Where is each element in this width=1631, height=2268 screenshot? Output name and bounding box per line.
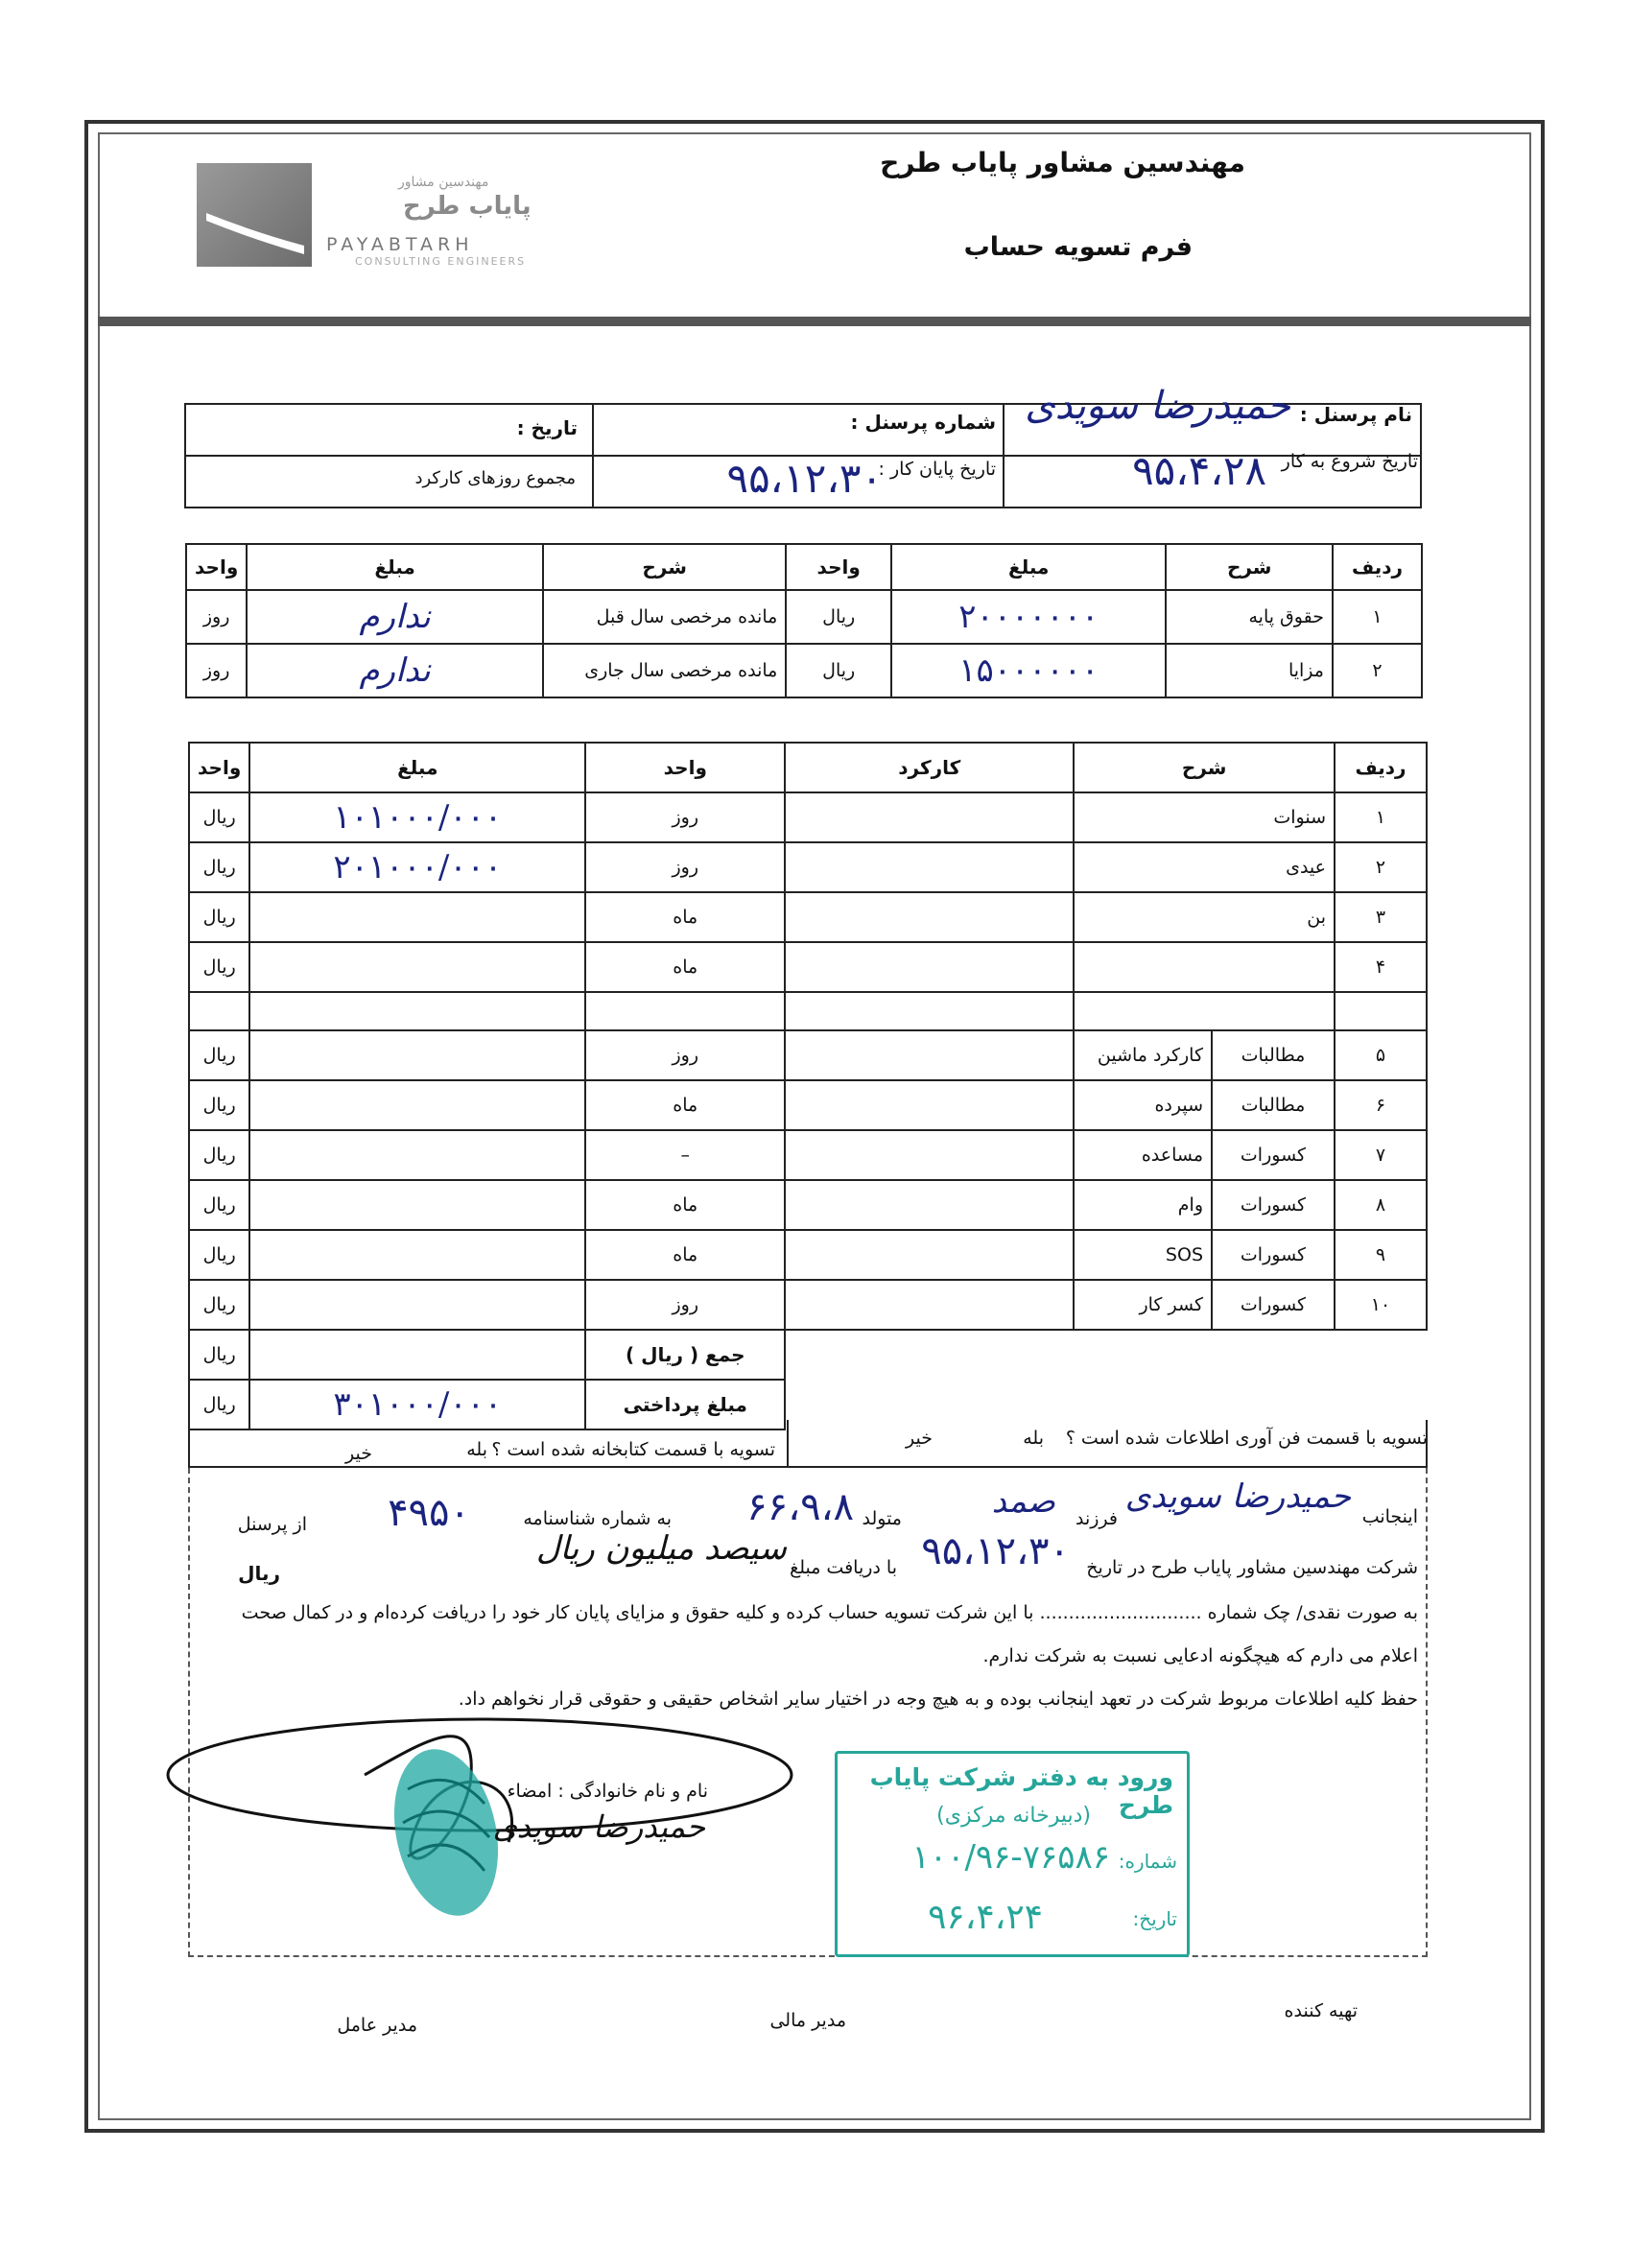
row-desc: عیدی [1074, 842, 1335, 892]
company-title: مهندسین مشاور پایاب طرح [880, 147, 1245, 178]
col-header: واحد [189, 743, 249, 792]
row-unit: روز [585, 792, 785, 842]
row-work [785, 792, 1074, 842]
row-index: ۵ [1335, 1030, 1427, 1080]
logo-fa: پایاب طرح [403, 192, 532, 221]
row-work [785, 1080, 1074, 1130]
row-work [785, 1230, 1074, 1280]
row-index [1335, 992, 1427, 1030]
table-row [189, 1130, 1427, 1180]
row-work [785, 842, 1074, 892]
sign-label: نام و نام خانوادگی : امضاء [507, 1781, 708, 1802]
total-unit: ریال [189, 1330, 249, 1380]
row-desc [1074, 942, 1335, 992]
start-date-value: ۹۵،۴،۲۸ [1132, 447, 1266, 494]
decl-father: صمد [991, 1482, 1055, 1521]
row-amount: ۱۵۰۰۰۰۰۰ [958, 651, 1099, 690]
row-amount: ۲۰۰۰۰۰۰۰ [958, 598, 1099, 636]
decl-id-label: به شماره شناسنامه [523, 1508, 672, 1529]
preparer-label: تهیه کننده [1284, 2000, 1358, 2021]
paid-amount: ۳۰۱۰۰۰/۰۰۰ [333, 1385, 503, 1424]
row-desc: حقوق پایه [1166, 590, 1333, 644]
table-row [189, 892, 1427, 942]
row-unit2 [189, 992, 249, 1030]
row-index: ۷ [1335, 1130, 1427, 1180]
decl-id: ۴۹۵۰ [388, 1491, 470, 1535]
salary-table [185, 543, 1423, 698]
header-separator [98, 317, 1531, 326]
row-unit2: ریال [189, 1280, 249, 1330]
col-header: واحد [786, 544, 891, 590]
total-amount [249, 1330, 585, 1380]
row-desc: کسر کار [1074, 1280, 1212, 1330]
col-header: مبلغ [247, 544, 543, 590]
row-unit2: ریال [189, 842, 249, 892]
row-index: ۶ [1335, 1080, 1427, 1130]
row-index: ۳ [1335, 892, 1427, 942]
stamp-date-label: تاریخ: [1132, 1907, 1177, 1930]
row-index: ۲ [1333, 644, 1422, 697]
decl-line2: شرکت مهندسین مشاور پایاب طرح در تاریخ [1086, 1557, 1418, 1578]
decl-line5: حفظ کلیه اطلاعات مربوط شرکت در تعهد اینجانب بوده و به هیچ وجه در اختیار سایر اشخاص حقیقی و حقوقی قرار نخواهم داد. [458, 1689, 1418, 1710]
row-desc: سنوات [1074, 792, 1335, 842]
decl-amount: سیصد میلیون ریال [535, 1529, 787, 1568]
row-unit2: روز [186, 644, 247, 697]
logo-icon [197, 163, 312, 267]
row-unit: ریال [786, 590, 891, 644]
row-unit: روز [585, 842, 785, 892]
row-amount: ۲۰۱۰۰۰/۰۰۰ [333, 848, 503, 886]
info-box-vline-1 [592, 403, 594, 508]
row-unit2: ریال [189, 1030, 249, 1080]
settlement-table [188, 742, 1428, 1430]
it-question: تسویه با قسمت فن آوری اطلاعات شده است ؟ [1065, 1428, 1428, 1449]
personnel-number-label: شماره پرسنل : [850, 411, 996, 434]
table-row [189, 1080, 1427, 1130]
logo-fa-small: مهندسین مشاور [398, 175, 489, 190]
row-desc2: مانده مرخصی سال قبل [543, 590, 786, 644]
stamp-sub: (دبیرخانه مرکزی) [936, 1804, 1091, 1828]
table-row [189, 1180, 1427, 1230]
row-index: ۹ [1335, 1230, 1427, 1280]
row-index: ۱ [1335, 792, 1427, 842]
stamp-number-label: شماره: [1118, 1850, 1177, 1873]
library-question: تسویه با قسمت کتابخانه شده است ؟ [491, 1439, 775, 1460]
decl-of-personnel: از پرسنل [237, 1514, 307, 1535]
col-header: مبلغ [891, 544, 1166, 590]
col-header: ردیف [1333, 544, 1422, 590]
row-unit2: ریال [189, 792, 249, 842]
table-row [189, 942, 1427, 992]
col-header: ردیف [1335, 743, 1427, 792]
row-unit: ماه [585, 1080, 785, 1130]
paid-unit: ریال [189, 1380, 249, 1429]
row-desc [1074, 992, 1335, 1030]
row-unit2: روز [186, 590, 247, 644]
row-amount2: ندارم [359, 598, 431, 636]
table-row [189, 992, 1427, 1030]
row-index: ۲ [1335, 842, 1427, 892]
row-category: کسورات [1212, 1130, 1335, 1180]
row-desc: سپرده [1074, 1080, 1212, 1130]
row-category: کسورات [1212, 1180, 1335, 1230]
row-unit2: ریال [189, 1180, 249, 1230]
decl-name: حمیدرضا سویدی [1124, 1477, 1351, 1516]
total-days-label: مجموع روزهای کارکرد [414, 468, 576, 488]
paid-label: مبلغ پرداختی [585, 1380, 785, 1429]
col-header: شرح [1074, 743, 1335, 792]
decl-rial: ریال [238, 1562, 280, 1585]
end-date-label: تاریخ پایان کار : [878, 459, 996, 480]
decl-born: متولد [862, 1508, 902, 1529]
office-stamp [835, 1751, 1190, 1957]
row-desc2: مانده مرخصی سال جاری [543, 644, 786, 697]
decl-i: اینجانب [1361, 1506, 1418, 1527]
row-desc: بن [1074, 892, 1335, 942]
finance-manager-label: مدیر مالی [769, 2010, 846, 2031]
row-index: ۱ [1333, 590, 1422, 644]
personnel-name-label: نام پرسنل : [1299, 403, 1412, 426]
table-row [189, 1030, 1427, 1080]
table-row [189, 1230, 1427, 1280]
total-row [189, 1330, 1427, 1380]
row-unit: ریال [786, 644, 891, 697]
row-desc: وام [1074, 1180, 1212, 1230]
end-date-value: ۹۵،۱۲،۳۰ [726, 455, 883, 502]
row-unit [585, 992, 785, 1030]
sign-name: حمیدرضا سویدی [492, 1808, 705, 1845]
stamp-date: ۹۶،۴،۲۴ [928, 1898, 1043, 1937]
checks-row-divider [787, 1420, 789, 1468]
col-header: شرح [1166, 544, 1333, 590]
library-no: خیر [345, 1443, 372, 1464]
row-work [785, 1130, 1074, 1180]
row-unit2: ریال [189, 892, 249, 942]
date-label: تاریخ : [516, 416, 578, 439]
table-row [189, 842, 1427, 892]
table-row [189, 1280, 1427, 1330]
form-title: فرم تسویه حساب [963, 232, 1193, 262]
row-index: ۱۰ [1335, 1280, 1427, 1330]
personnel-name-value: حمیدرضا سویدی [1025, 384, 1290, 428]
row-unit2: ریال [189, 1230, 249, 1280]
row-category: کسورات [1212, 1230, 1335, 1280]
row-unit: ماه [585, 892, 785, 942]
decl-line4: اعلام می دارم که هیچگونه ادعایی نسبت به شرکت ندارم. [982, 1645, 1418, 1666]
col-header: مبلغ [249, 743, 585, 792]
signature-drawing [163, 1698, 816, 1957]
row-desc: مزایا [1166, 644, 1333, 697]
stamp-title: ورود به دفتر شرکت پایاب طرح [869, 1763, 1173, 1819]
row-unit: ماه [585, 1180, 785, 1230]
it-no: خیر [906, 1428, 933, 1449]
stamp-number: ۱۰۰/۹۶-۷۶۵۸۶ [911, 1838, 1110, 1877]
it-yes: بله [1023, 1428, 1044, 1449]
logo-en: PAYABTARH [326, 234, 474, 255]
row-unit: ماه [585, 1230, 785, 1280]
row-unit: ماه [585, 942, 785, 992]
row-unit2: ریال [189, 1130, 249, 1180]
col-header: واحد [186, 544, 247, 590]
ceo-label: مدیر عامل [337, 2015, 417, 2036]
table-row [189, 792, 1427, 842]
row-unit2: ریال [189, 942, 249, 992]
row-amount: ۱۰۱۰۰۰/۰۰۰ [333, 798, 503, 837]
col-header: شرح [543, 544, 786, 590]
row-work [785, 992, 1074, 1030]
col-header: واحد [585, 743, 785, 792]
total-label: جمع ( ریال ) [585, 1330, 785, 1380]
col-header: کارکرد [785, 743, 1074, 792]
row-work [785, 1030, 1074, 1080]
row-work [785, 892, 1074, 942]
decl-birth: ۶۶،۹،۸ [746, 1485, 854, 1529]
row-unit2: ریال [189, 1080, 249, 1130]
row-work [785, 942, 1074, 992]
row-work [785, 1180, 1074, 1230]
row-category: کسورات [1212, 1280, 1335, 1330]
row-work [785, 1280, 1074, 1330]
decl-settle-date: ۹۵،۱۲،۳۰ [921, 1529, 1070, 1573]
row-unit: – [585, 1130, 785, 1180]
row-category: مطالبات [1212, 1030, 1335, 1080]
row-amount2: ندارم [359, 651, 431, 690]
start-date-label: تاریخ شروع به کار [1281, 451, 1418, 472]
row-desc: مساعده [1074, 1130, 1212, 1180]
row-index: ۸ [1335, 1180, 1427, 1230]
table-row [186, 590, 1422, 644]
row-index: ۴ [1335, 942, 1427, 992]
library-yes: بله [466, 1439, 487, 1460]
decl-line3: به صورت نقدی/ چک شماره ............................ با این شرکت تسویه حساب کرده و کلیه حقوق و مزایای پایان کار خود را دریافت کرده‌ام و در کمال صحت [241, 1602, 1418, 1623]
logo-en-sub: CONSULTING ENGINEERS [355, 255, 527, 268]
row-desc: SOS [1074, 1230, 1212, 1280]
decl-child-of: فرزند [1075, 1508, 1118, 1529]
row-unit: روز [585, 1280, 785, 1330]
row-unit: روز [585, 1030, 785, 1080]
row-category: مطالبات [1212, 1080, 1335, 1130]
decl-amount-label: با دریافت مبلغ [790, 1557, 897, 1578]
table-row [186, 644, 1422, 697]
info-box-vline-2 [1003, 403, 1005, 508]
row-desc: کارکرد ماشین [1074, 1030, 1212, 1080]
